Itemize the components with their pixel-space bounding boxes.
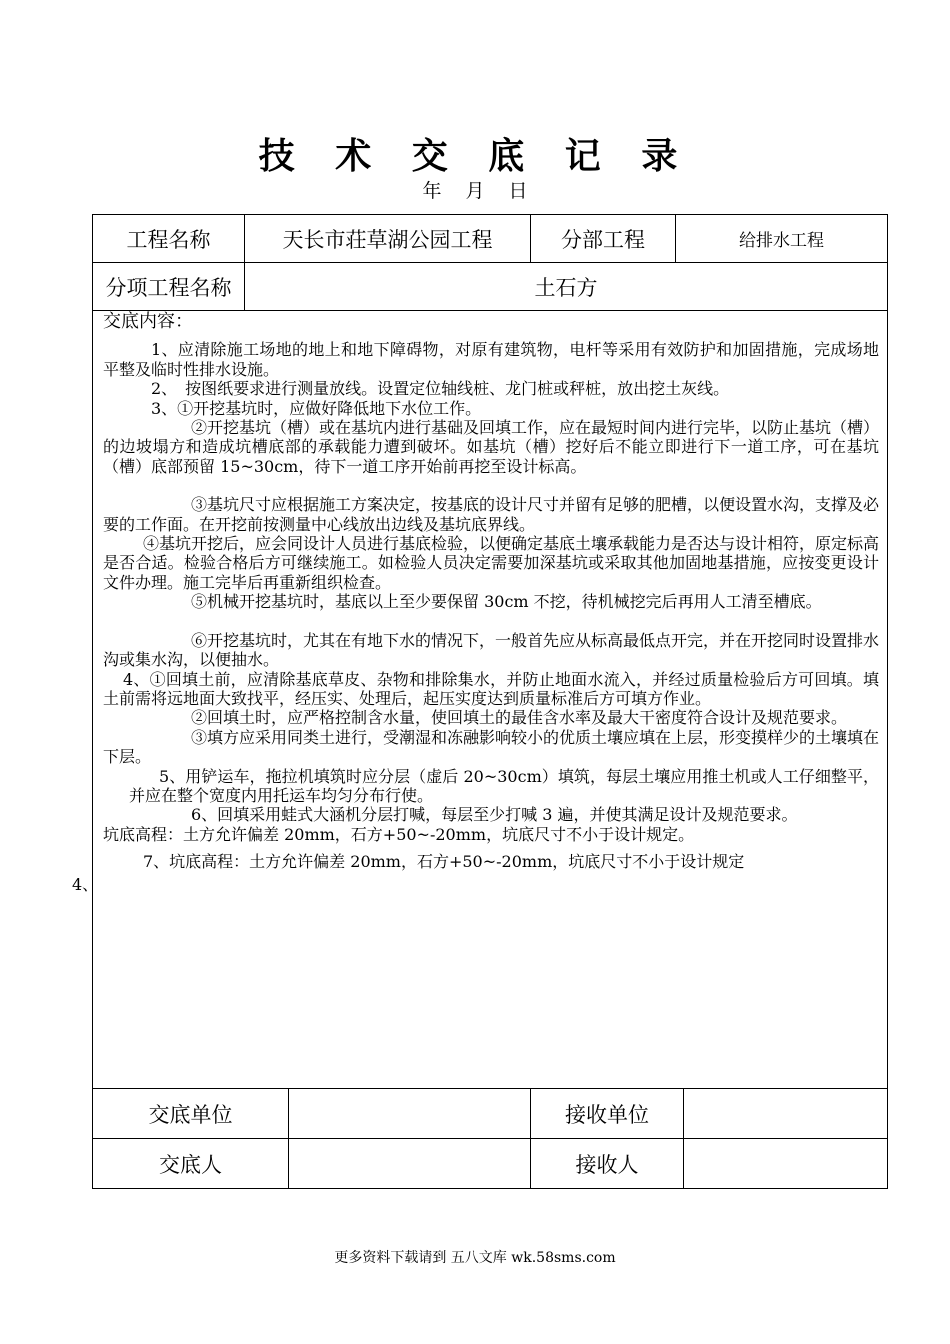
content-paragraph: 3、①开挖基坑时，应做好降低地下水位工作。 xyxy=(151,398,482,418)
document-title: 技 术 交 底 记 录 xyxy=(258,135,692,177)
content-paragraph: ⑤机械开挖基坑时，基底以上至少要保留 30cm 不挖，待机械挖完后再用人工清至槽底。 xyxy=(191,592,822,612)
content-paragraph: ④基坑开挖后，应会同设计人员进行基底检验，以便确定基底土壤承载能力是否达与设计相符，原定标高是否合适。检验合格后方可继续施工。如检验人员决定需要加深基坑或采取其他加固地基措施，应按变更设计文件办理。施工完毕后再重新组织检查。 xyxy=(103,534,880,592)
project-name-label: 工程名称 xyxy=(93,215,245,263)
subitem-value: 土石方 xyxy=(245,263,888,311)
date-line: 年 月 日 xyxy=(422,180,528,202)
receiver-unit-field[interactable] xyxy=(684,1089,888,1139)
stray-numbering-mark: 4、 xyxy=(72,875,99,894)
division-label: 分部工程 xyxy=(531,215,676,263)
issuer-unit-label: 交底单位 xyxy=(93,1089,289,1139)
footer-watermark-text[interactable]: 更多资料下载请到 五八文库 wk.58sms.com xyxy=(334,1250,616,1266)
content-paragraph: 坑底高程：土方允许偏差 20mm，石方+50~-20mm，坑底尺寸不小于设计规定。 xyxy=(103,824,695,844)
content-paragraph: 7、坑底高程：土方允许偏差 20mm，石方+50~-20mm，坑底尺寸不小于设计规定 xyxy=(143,852,745,872)
content-label: 交底内容： xyxy=(103,311,193,332)
disclosure-form xyxy=(92,214,888,1189)
content-paragraph: ③基坑尺寸应根据施工方案决定，按基底的设计尺寸并留有足够的肥槽，以便设置水沟，支撑及必要的工作面。在开挖前按测量中心线放出边线及基坑底界线。 xyxy=(103,495,880,534)
receiver-unit-label: 接收单位 xyxy=(531,1089,684,1139)
content-paragraph: ②回填土时，应严格控制含水量，使回填土的最佳含水率及最大干密度符合设计及规范要求。 xyxy=(191,708,848,728)
content-paragraph: 1、应清除施工场地的地上和地下障碍物，对原有建筑物，电杆等采用有效防护和加固措施，完成场地平整及临时性排水设施。 xyxy=(103,340,880,379)
content-paragraph: ②开挖基坑（槽）或在基坑内进行基础及回填工作，应在最短时间内进行完毕，以防止基坑（槽）的边坡塌方和造成坑槽底部的承载能力遭到破坏。如基坑（槽）挖好后不能立即进行下一道工序，可在基坑（槽）底部预留 15~30cm，待下一道工序开始前再挖至设计标高。 xyxy=(103,418,880,476)
receiver-field[interactable] xyxy=(684,1139,888,1189)
project-name-value: 天长市荘草湖公园工程 xyxy=(245,215,531,263)
content-paragraph: ⑥开挖基坑时，尤其在有地下水的情况下，一般首先应从标高最低点开完，并在开挖同时设置排水沟或集水沟，以便抽水。 xyxy=(103,630,880,670)
subitem-label: 分项工程名称 xyxy=(93,263,245,311)
issuer-field[interactable] xyxy=(289,1139,531,1189)
disclosure-content xyxy=(93,311,888,1089)
issuer-label: 交底人 xyxy=(93,1139,289,1189)
content-paragraph: 5、用铲运车，拖拉机填筑时应分层（虚后 20~30cm）填筑，每层土壤应用推土机或人工仔细整平，并应在整个宽度内用托运车均匀分布行使。 xyxy=(129,766,880,805)
content-paragraph: 4、①回填土前，应清除基底草皮、杂物和排除集水，并防止地面水流入，并经过质量检验后方可回填。填土前需将远地面大致找平，经压实、处理后，起压实度达到质量标准后方可填方作业。 xyxy=(103,669,880,708)
content-paragraph: 6、回填采用蛙式大涵机分层打喊，每层至少打喊 3 遍，并使其满足设计及规范要求。 xyxy=(191,805,798,825)
content-paragraph: 2、 按图纸要求进行测量放线。设置定位轴线桩、龙门桩或秤桩，放出挖土灰线。 xyxy=(151,379,730,399)
receiver-label: 接收人 xyxy=(531,1139,684,1189)
issuer-unit-field[interactable] xyxy=(289,1089,531,1139)
content-paragraph: ③填方应采用同类土进行，受潮湿和冻融影响较小的优质土壤应填在上层，形变摸样少的土壤填在下层。 xyxy=(103,727,880,767)
division-value: 给排水工程 xyxy=(676,215,888,263)
